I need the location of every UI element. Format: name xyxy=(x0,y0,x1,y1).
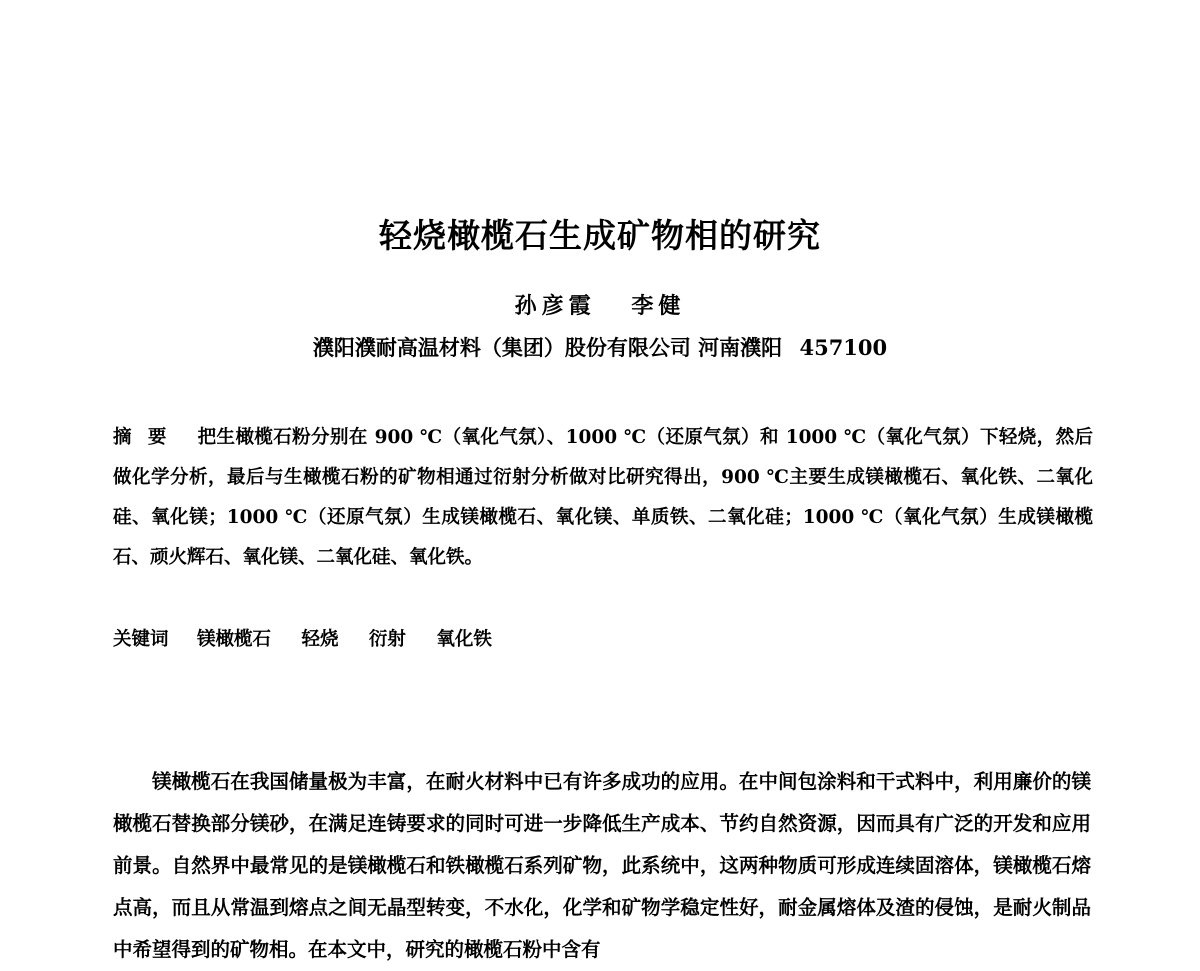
author-name: 李健 xyxy=(631,293,686,319)
abstract-section xyxy=(113,418,1093,578)
keyword: 镁橄榄石 xyxy=(196,629,271,650)
body-paragraph: 镁橄榄石在我国储量极为丰富，在耐火材料中已有许多成功的应用。在中间包涂料和干式料中，利用廉价的镁橄榄石替换部分镁砂，在满足连铸要求的同时可进一步降低生产成本、节约自然资源，因而具有广泛的开发和应用前景。自然界中最常见的是镁橄榄石和铁橄榄石系列矿物，此系统中，这两种物质可形成连续固溶体，镁橄榄石熔点高，而且从常温到熔点之间无晶型转变，不水化，化学和矿物学稳定性好，耐金属熔体及渣的侵蚀，是耐火制品中希望得到的矿物相。在本文中，研究的橄榄石粉中含有 xyxy=(113,769,1091,961)
affiliation-postcode: 457100 xyxy=(799,335,888,360)
keyword: 轻烧 xyxy=(301,629,339,650)
keyword: 衍射 xyxy=(368,629,406,650)
author-name: 孙彦霞 xyxy=(514,293,596,319)
keywords-section xyxy=(113,622,1093,658)
abstract-label: 摘要 xyxy=(113,427,183,448)
author-list xyxy=(0,290,1200,322)
affiliation-name: 濮阳濮耐高温材料（集团）股份有限公司 河南濮阳 xyxy=(312,335,783,360)
abstract-text: 把生橄榄石粉分别在 900 ℃（氧化气氛）、1000 ℃（还原气氛）和 1000 ℃（氧化气氛）下轻烧，然后做化学分析，最后与生橄榄石粉的矿物相通过衍射分析做对比研究得出，900 ℃主要生成镁橄榄石、氧化铁、二氧化硅、氧化镁；1000 ℃（还原气氛）生成镁橄榄石、氧化镁、单质铁、二氧化硅；1000 ℃（氧化气氛）生成镁橄榄石、顽火辉石、氧化镁、二氧化硅、氧化铁。 xyxy=(113,427,1093,568)
keyword: 氧化铁 xyxy=(436,629,492,650)
paper-title: 轻烧橄榄石生成矿物相的研究 xyxy=(379,216,821,255)
author-affiliation xyxy=(0,332,1200,364)
keywords-label: 关键词 xyxy=(113,629,169,650)
